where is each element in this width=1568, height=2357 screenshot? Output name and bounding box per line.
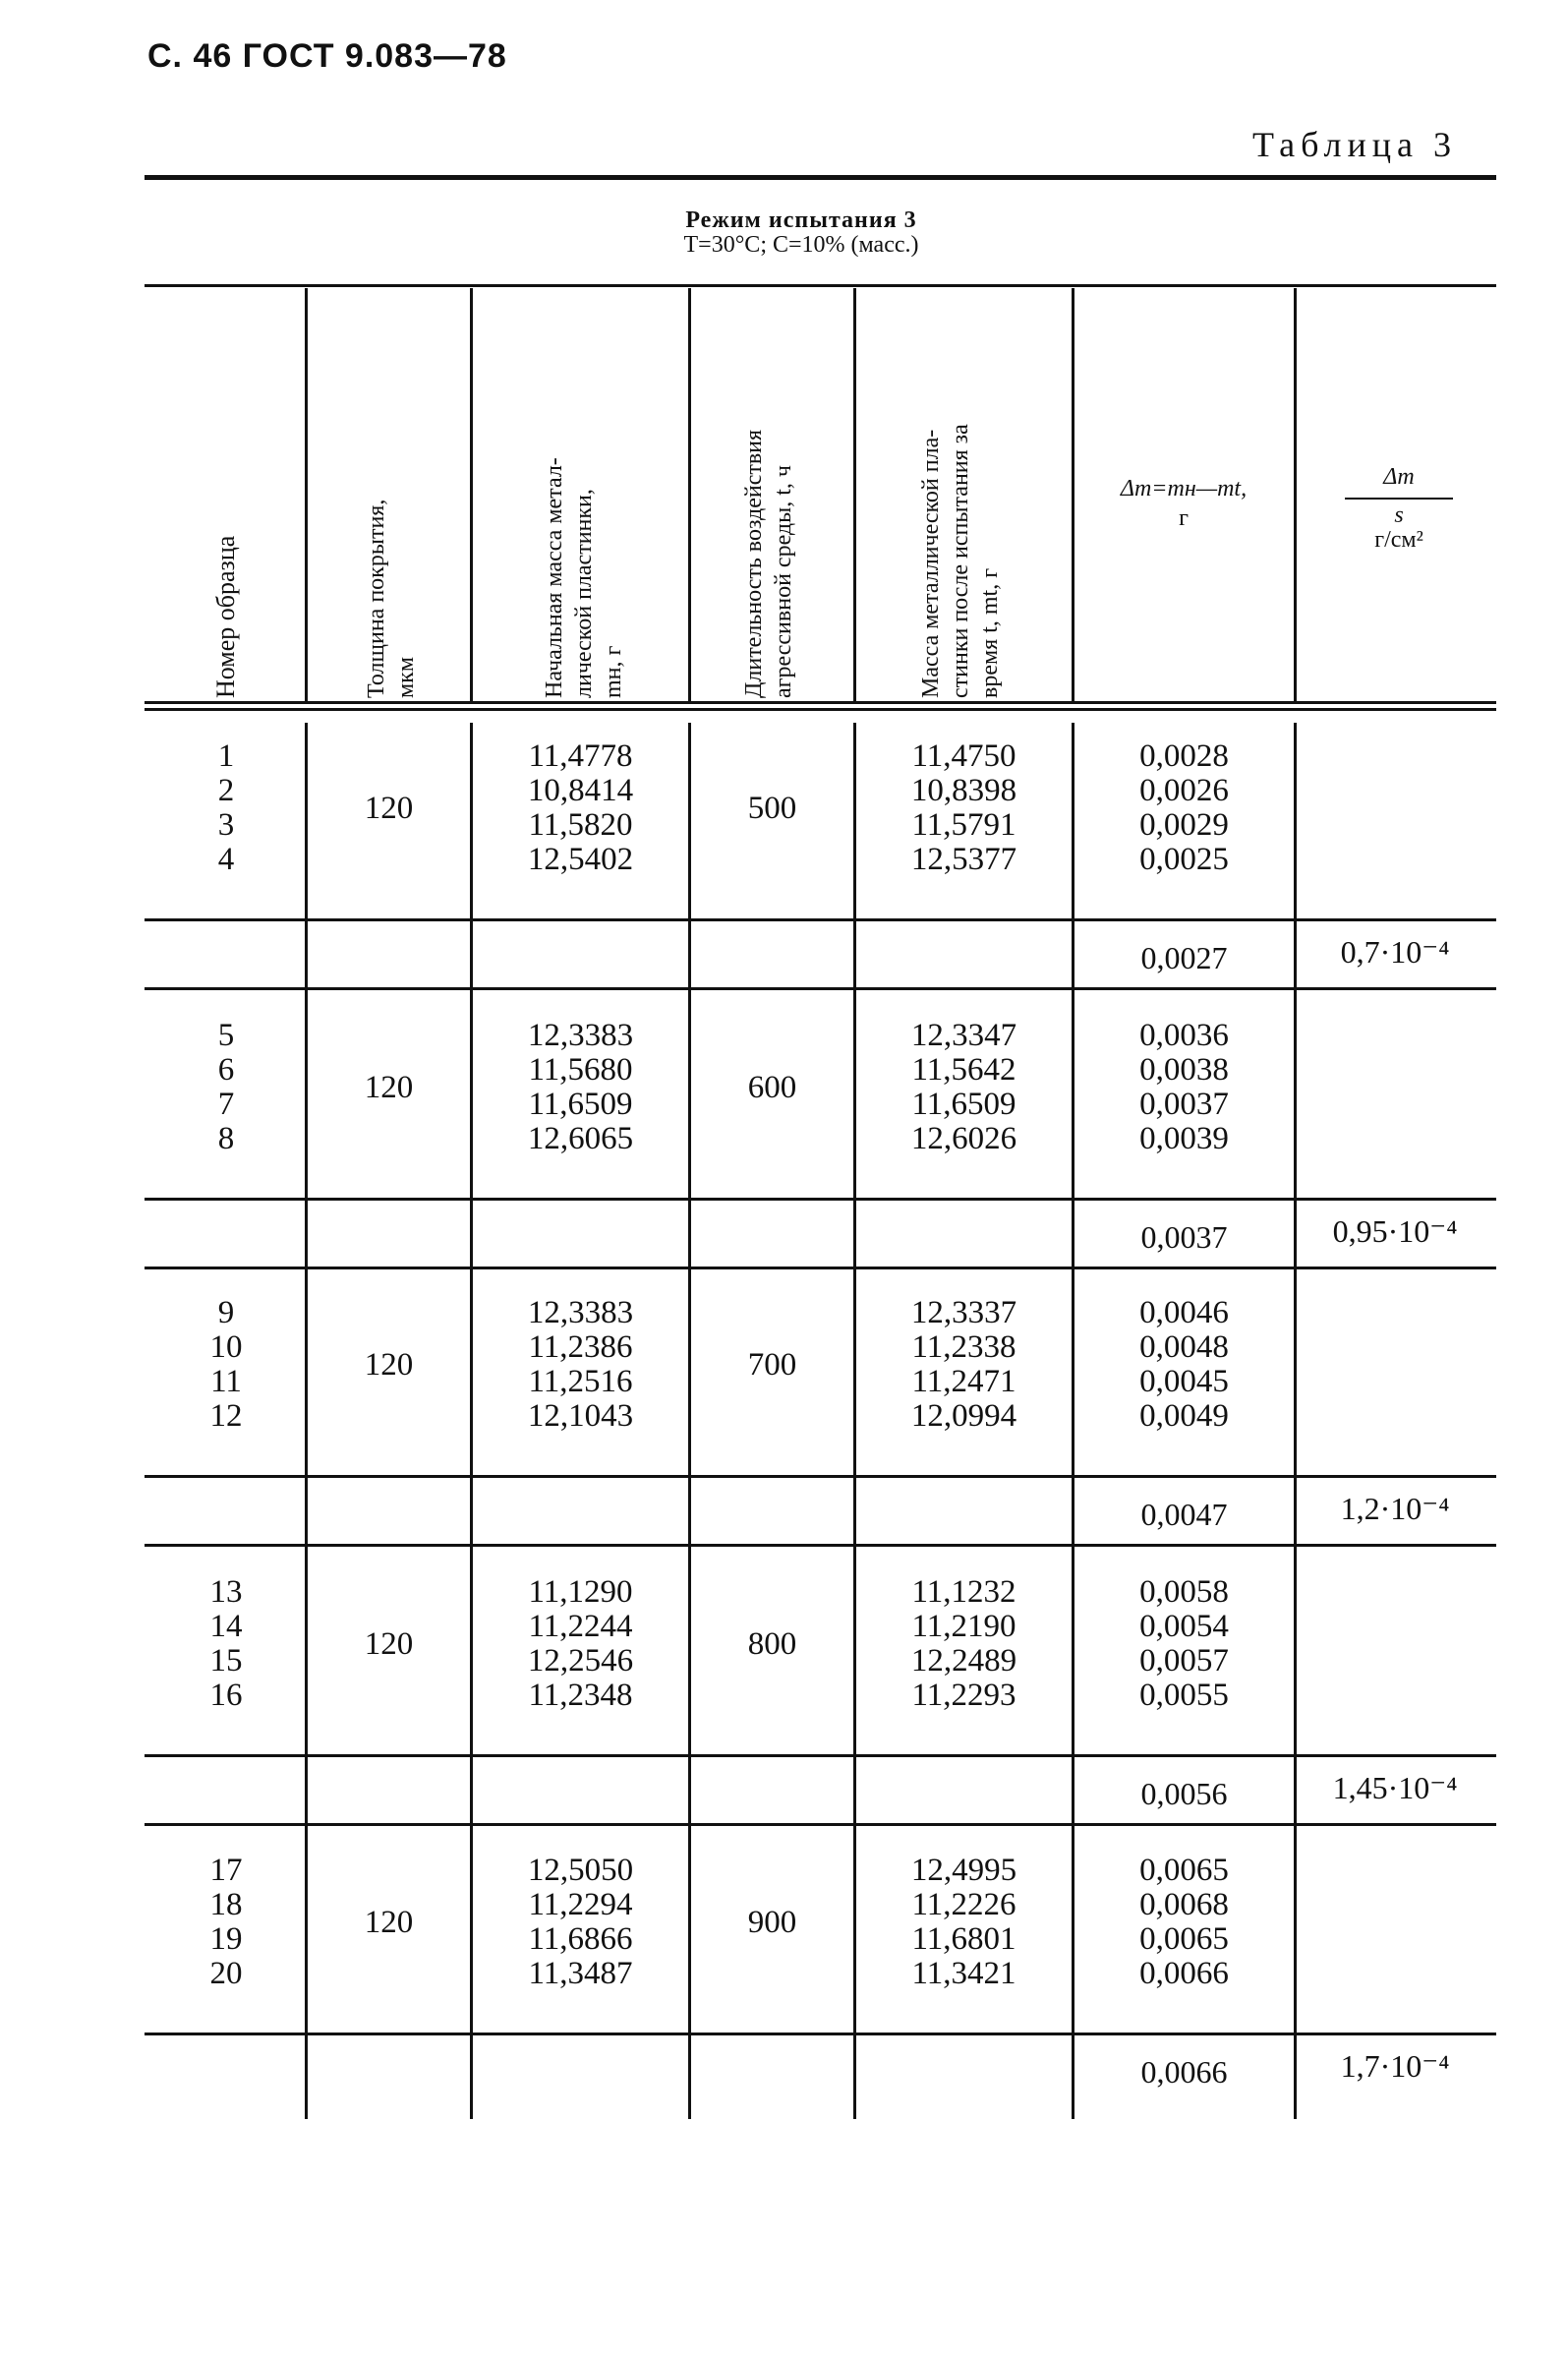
header-ratio-unit: г/см² — [1374, 527, 1423, 553]
cell-samples: 5 — [217, 1018, 235, 1053]
cell-final-mass: 12,2489 — [910, 1643, 1017, 1679]
header-ratio-denominator: s — [1394, 502, 1404, 528]
cell-final-mass: 11,5791 — [911, 807, 1016, 843]
cell-ratio: 1,45·10⁻⁴ — [1332, 1770, 1458, 1805]
col-divider — [853, 288, 856, 703]
cell-thickness: 120 — [364, 1069, 414, 1105]
cell-duration: 800 — [747, 1625, 797, 1662]
header-thickness: Толщина покрытия, мкм — [364, 499, 419, 698]
cell-samples: 12 — [209, 1398, 243, 1434]
cell-delta-m: 0,0048 — [1139, 1329, 1229, 1365]
summary-rule — [145, 987, 1496, 990]
cell-delta-m: 0,0025 — [1139, 842, 1229, 877]
col-divider — [1072, 288, 1074, 703]
cell-thickness: 120 — [364, 790, 414, 826]
cell-final-mass: 11,2293 — [911, 1678, 1016, 1713]
cell-initial-mass: 11,5820 — [528, 807, 633, 843]
cell-duration: 600 — [747, 1069, 797, 1105]
cell-samples: 13 — [209, 1574, 243, 1610]
cell-delta-m: 0,0028 — [1139, 738, 1229, 774]
cell-ratio: 0,7·10⁻⁴ — [1340, 934, 1450, 970]
cell-avg-delta-m: 0,0047 — [1140, 1497, 1228, 1532]
group-rule — [145, 918, 1496, 921]
cell-initial-mass: 12,3383 — [527, 1295, 634, 1330]
col-divider — [1294, 723, 1297, 2119]
cell-avg-delta-m: 0,0027 — [1140, 940, 1228, 975]
header-delta-m — [1079, 474, 1288, 533]
page-header: С. 46 ГОСТ 9.083—78 — [147, 37, 507, 75]
col-divider — [470, 288, 473, 703]
cell-final-mass: 11,1232 — [911, 1574, 1016, 1610]
regime-conditions: T=30°C; C=10% (масс.) — [683, 232, 919, 258]
cell-final-mass: 11,2226 — [911, 1887, 1016, 1922]
cell-final-mass: 12,0994 — [910, 1398, 1017, 1434]
group-rule — [145, 1754, 1496, 1757]
cell-samples: 14 — [209, 1609, 243, 1644]
cell-delta-m: 0,0029 — [1139, 807, 1229, 843]
cell-delta-m: 0,0046 — [1139, 1295, 1229, 1330]
header-ratio-numerator: Δm — [1383, 464, 1415, 490]
cell-samples: 3 — [217, 807, 235, 843]
cell-final-mass: 11,2190 — [911, 1609, 1016, 1644]
cell-final-mass: 11,6509 — [911, 1087, 1016, 1122]
cell-avg-delta-m: 0,0037 — [1140, 1219, 1228, 1255]
cell-initial-mass: 12,5050 — [527, 1853, 634, 1888]
cell-samples: 8 — [217, 1121, 235, 1156]
header-ratio-fraction-bar — [1345, 498, 1453, 500]
cell-initial-mass: 12,1043 — [527, 1398, 634, 1434]
cell-initial-mass: 11,4778 — [528, 738, 633, 774]
cell-samples: 1 — [217, 738, 235, 774]
cell-initial-mass: 11,2386 — [528, 1329, 633, 1365]
header-initial-mass: Начальная масса метал- лической пластинки, mн, г — [542, 457, 626, 698]
col-divider — [305, 288, 308, 703]
header-ratio — [1306, 462, 1492, 555]
cell-delta-m: 0,0066 — [1139, 1956, 1229, 1991]
cell-initial-mass: 12,2546 — [527, 1643, 634, 1679]
cell-delta-m: 0,0038 — [1139, 1052, 1229, 1088]
table-title: Таблица 3 — [1252, 125, 1457, 164]
cell-final-mass: 12,5377 — [910, 842, 1017, 877]
cell-avg-delta-m: 0,0056 — [1140, 1776, 1228, 1811]
cell-initial-mass: 11,2348 — [528, 1678, 633, 1713]
summary-rule — [145, 1544, 1496, 1547]
cell-final-mass: 12,6026 — [910, 1121, 1017, 1156]
summary-rule — [145, 1267, 1496, 1269]
cell-samples: 17 — [209, 1853, 243, 1888]
cell-avg-delta-m: 0,0066 — [1140, 2054, 1228, 2090]
cell-initial-mass: 11,3487 — [528, 1956, 633, 1991]
cell-duration: 700 — [747, 1346, 797, 1383]
header-duration: Длительность воздействия агрессивной среды, t, ч — [741, 429, 796, 698]
group-rule — [145, 2033, 1496, 2035]
cell-initial-mass: 11,6866 — [528, 1921, 633, 1957]
cell-ratio: 1,2·10⁻⁴ — [1340, 1491, 1450, 1526]
cell-delta-m: 0,0036 — [1139, 1018, 1229, 1053]
cell-final-mass: 11,2338 — [911, 1329, 1016, 1365]
cell-ratio: 1,7·10⁻⁴ — [1340, 2048, 1450, 2084]
cell-final-mass: 12,3337 — [910, 1295, 1017, 1330]
cell-ratio: 0,95·10⁻⁴ — [1332, 1213, 1458, 1249]
test-regime — [147, 208, 1455, 258]
regime-title: Режим испытания 3 — [685, 207, 917, 233]
group-rule — [145, 1198, 1496, 1201]
cell-samples: 2 — [217, 773, 235, 808]
cell-final-mass: 12,3347 — [910, 1018, 1017, 1053]
cell-thickness: 120 — [364, 1904, 414, 1940]
cell-delta-m: 0,0045 — [1139, 1364, 1229, 1399]
cell-samples: 10 — [209, 1329, 243, 1365]
cell-delta-m: 0,0055 — [1139, 1678, 1229, 1713]
cell-final-mass: 11,2471 — [911, 1364, 1016, 1399]
cell-delta-m: 0,0049 — [1139, 1398, 1229, 1434]
cell-delta-m: 0,0058 — [1139, 1574, 1229, 1610]
group-rule — [145, 1475, 1496, 1478]
cell-initial-mass: 12,3383 — [527, 1018, 634, 1053]
col-divider — [688, 288, 691, 703]
header-bottom-rule-2 — [145, 708, 1496, 711]
cell-samples: 19 — [209, 1921, 243, 1957]
cell-initial-mass: 11,2516 — [528, 1364, 633, 1399]
cell-samples: 9 — [217, 1295, 235, 1330]
cell-delta-m: 0,0037 — [1139, 1087, 1229, 1122]
cell-initial-mass: 11,1290 — [528, 1574, 633, 1610]
cell-delta-m: 0,0026 — [1139, 773, 1229, 808]
cell-samples: 16 — [209, 1678, 243, 1713]
cell-samples: 4 — [217, 842, 235, 877]
cell-duration: 900 — [747, 1904, 797, 1940]
cell-initial-mass: 11,5680 — [528, 1052, 633, 1088]
cell-final-mass: 11,4750 — [911, 738, 1016, 774]
cell-initial-mass: 12,6065 — [527, 1121, 634, 1156]
col-divider — [1294, 288, 1297, 703]
cell-delta-m: 0,0054 — [1139, 1609, 1229, 1644]
header-final-mass: Масса металлической пла- стинки после испытания за время t, mt, г — [918, 424, 1003, 698]
cell-thickness: 120 — [364, 1346, 414, 1383]
cell-initial-mass: 12,5402 — [527, 842, 634, 877]
cell-samples: 7 — [217, 1087, 235, 1122]
cell-samples: 6 — [217, 1052, 235, 1088]
cell-final-mass: 11,5642 — [911, 1052, 1016, 1088]
summary-rule — [145, 1823, 1496, 1826]
cell-final-mass: 11,3421 — [911, 1956, 1016, 1991]
cell-thickness: 120 — [364, 1625, 414, 1662]
cell-initial-mass: 11,6509 — [528, 1087, 633, 1122]
cell-final-mass: 12,4995 — [910, 1853, 1017, 1888]
cell-delta-m: 0,0068 — [1139, 1887, 1229, 1922]
regime-rule — [145, 284, 1496, 287]
cell-delta-m: 0,0065 — [1139, 1853, 1229, 1888]
cell-initial-mass: 11,2294 — [528, 1887, 633, 1922]
header-delta-m-unit: г — [1179, 505, 1189, 531]
cell-samples: 11 — [210, 1364, 242, 1399]
cell-final-mass: 10,8398 — [910, 773, 1017, 808]
top-rule — [145, 175, 1496, 180]
cell-delta-m: 0,0057 — [1139, 1643, 1229, 1679]
header-delta-m-formula: Δm=mн—mt, — [1120, 476, 1248, 501]
cell-samples: 18 — [209, 1887, 243, 1922]
header-sample-no: Номер образца — [211, 535, 240, 698]
cell-initial-mass: 10,8414 — [527, 773, 634, 808]
cell-delta-m: 0,0039 — [1139, 1121, 1229, 1156]
cell-duration: 500 — [747, 790, 797, 826]
cell-final-mass: 11,6801 — [911, 1921, 1016, 1957]
cell-initial-mass: 11,2244 — [528, 1609, 633, 1644]
cell-samples: 20 — [209, 1956, 243, 1991]
cell-delta-m: 0,0065 — [1139, 1921, 1229, 1957]
cell-samples: 15 — [209, 1643, 243, 1679]
